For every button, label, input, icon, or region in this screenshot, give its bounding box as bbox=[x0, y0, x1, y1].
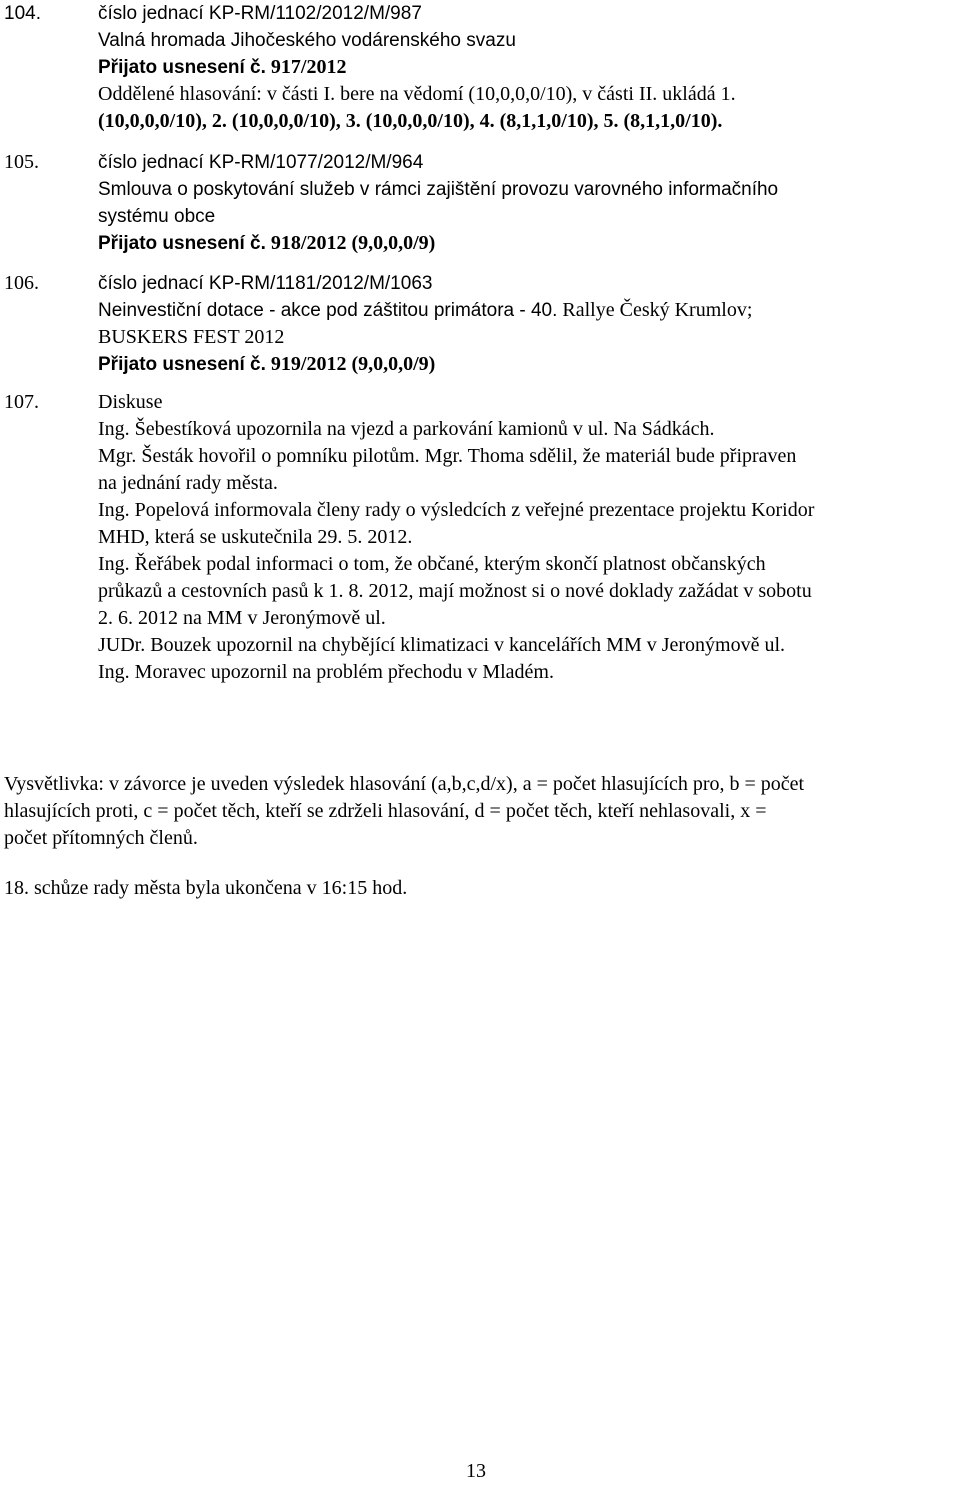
item-number: 104. bbox=[4, 3, 41, 24]
resolution bbox=[98, 351, 954, 378]
agenda-item-106 bbox=[4, 270, 954, 378]
closing-statement: 18. schůze rady města byla ukončena v 16:15 hod. bbox=[4, 877, 408, 899]
item-reference: číslo jednací KP-RM/1077/2012/M/964 bbox=[98, 152, 424, 173]
resolution-label: Přijato usnesení č. bbox=[98, 57, 266, 78]
subject-part: Neinvestiční dotace - akce pod záštitou primátora - 40. bbox=[98, 300, 558, 321]
resolution bbox=[98, 230, 954, 257]
resolution-label: Přijato usnesení č. bbox=[98, 354, 266, 375]
discussion-line: 2. 6. 2012 na MM v Jeronýmově ul. bbox=[98, 607, 386, 629]
item-subject: Valná hromada Jihočeského vodárenského svazu bbox=[98, 30, 516, 51]
item-number: 105. bbox=[4, 151, 39, 173]
item-subject: Smlouva o poskytování služeb v rámci zajištění provozu varovného informačního bbox=[98, 179, 779, 200]
discussion-line: Ing. Šebestíková upozornila na vjezd a parkování kamionů v ul. Na Sádkách. bbox=[98, 418, 715, 440]
agenda-item-107 bbox=[4, 389, 954, 686]
vote-line: Oddělené hlasování: v části I. bere na vědomí (10,0,0,0/10), v části II. ukládá 1. bbox=[98, 83, 736, 105]
discussion-line: Ing. Řeřábek podal informaci o tom, že občané, kterým skončí platnost občanských bbox=[98, 553, 766, 575]
discussion-line: Mgr. Šesták hovořil o pomníku pilotům. Mgr. Thoma sdělil, že materiál bude připraven bbox=[98, 445, 797, 467]
resolution-label: Přijato usnesení č. bbox=[98, 233, 266, 254]
item-subject bbox=[98, 297, 954, 324]
discussion-line: Ing. Popelová informovala členy rady o výsledcích z veřejné prezentace projektu Koridor bbox=[98, 499, 815, 521]
agenda-item-104 bbox=[4, 0, 954, 135]
discussion-line: MHD, která se uskutečnila 29. 5. 2012. bbox=[98, 526, 413, 548]
resolution bbox=[98, 54, 954, 81]
explanation-line: počet přítomných členů. bbox=[4, 827, 198, 849]
explanation-line: Vysvětlivka: v závorce je uveden výsledek hlasování (a,b,c,d/x), a = počet hlasujících pro, b = počet bbox=[4, 773, 805, 795]
vote-line: (10,0,0,0/10), 2. (10,0,0,0/10), 3. (10,0,0,0/10), 4. (8,1,1,0/10), 5. (8,1,1,0/10). bbox=[98, 110, 723, 132]
item-title: Diskuse bbox=[98, 391, 163, 413]
item-subject: systému obce bbox=[98, 206, 216, 227]
agenda-item-105 bbox=[4, 149, 954, 257]
item-subject: BUSKERS FEST 2012 bbox=[98, 326, 285, 348]
item-number: 106. bbox=[4, 272, 39, 294]
resolution-number: 918/2012 (9,0,0,0/9) bbox=[265, 232, 436, 254]
page-number: 13 bbox=[466, 1460, 486, 1482]
explanation-line: hlasujících proti, c = počet těch, kteří se zdrželi hlasování, d = počet těch, kteří nehlasovali, x = bbox=[4, 800, 767, 822]
item-reference: číslo jednací KP-RM/1102/2012/M/987 bbox=[98, 3, 422, 24]
explanation-note bbox=[4, 771, 952, 852]
discussion-line: Ing. Moravec upozornil na problém přechodu v Mladém. bbox=[98, 661, 554, 683]
discussion-line: na jednání rady města. bbox=[98, 472, 278, 494]
item-number: 107. bbox=[4, 391, 39, 413]
discussion-line: průkazů a cestovních pasů k 1. 8. 2012, mají možnost si o nové doklady zažádat v sobotu bbox=[98, 580, 812, 602]
subject-part: Rallye Český Krumlov; bbox=[557, 299, 753, 321]
resolution-number: 917/2012 bbox=[265, 56, 347, 78]
discussion-line: JUDr. Bouzek upozornil na chybějící klimatizaci v kancelářích MM v Jeronýmově ul. bbox=[98, 634, 786, 656]
resolution-number: 919/2012 (9,0,0,0/9) bbox=[265, 353, 436, 375]
item-reference: číslo jednací KP-RM/1181/2012/M/1063 bbox=[98, 273, 433, 294]
